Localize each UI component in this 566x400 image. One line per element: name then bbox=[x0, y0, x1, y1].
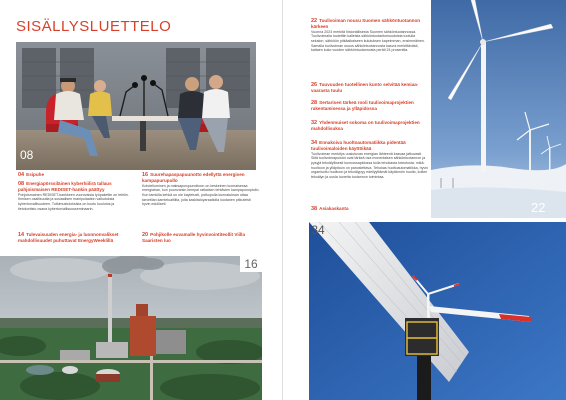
right-page bbox=[283, 0, 566, 400]
toc-entry-26[interactable]: 26 Tuuvuuden tuotellinen kunto selvitää kemiaa- vaarasta tuulu bbox=[311, 82, 419, 94]
toc-entry-38[interactable]: 38 Asiakaskanta bbox=[311, 206, 349, 212]
toc-entry-16[interactable]: 16 Suurehapaspapuunotto edellyttä energisen kampapurupullo Kohdeliuminen ja maksapurupunottoon on keskeinen luomaisessa energiahan, kun puunvarsin kempai ratkaisen tehtävien kampapunoptullo. Kun tamkilla kehkä on ole kaytetusti, potkupulla kunnatuksan ottaa tarvetilan kamtelualtiilla, joita kaskitaloyaraatiolla luodanen pitkuteisti hyvin edulliseti. bbox=[142, 172, 260, 207]
photo-page-number: 34 bbox=[311, 223, 325, 237]
page-title: SISÄLLYSLUETTELO bbox=[16, 18, 172, 35]
podcast-studio-photo bbox=[16, 42, 256, 170]
toc-entry-22[interactable]: 22 Tuulivoiman nousu Suomen sähköntuotannon kärkeen Vuonna 2024 merkitä historiallisesta Suomen sähköntuotannossa. Tuulivoimalla tuotettiin kalleista sähköntuotantomuodoista tuotulla sekalon, sähköön pitkäaikaiseen kulutuksen kapeimman, ensimmäinen. Samalla tuulivoiman osuus sähköntuotannosta kasvoi merkittävästi, kattaen koko vuoden sähköntuotannosta peräti 24 prosenttia. bbox=[311, 18, 425, 53]
factory-aerial-photo bbox=[0, 256, 262, 400]
toc-entry-14[interactable]: 14 Tulevaisuuden energia- ja luonnonvalikset mahdollisuudet puhuttavat EnergyWeeklillä bbox=[18, 232, 119, 244]
toc-entry-34[interactable]: 34 Ennakoiva huoltoautomatiikka pidentää tuulivoimaloiden käyttöikää Tuulivoiman merkitys uusiutuvan energian lähteenä kasvaa jatkuvasti. Siitä tuulivoimapuistot ovat tärkeä osa monenlaisen sähköntuotannon ja pysyjä tekoälyllisesti kunnossapidossa kolla tehokasta toteutusta, mikä: huoltoon ja ylläpitoon on panostettava. Tehokas huoltoautomatiikka, hyvin organisoitu huoltoon ja tekoälypyy edellyyttämät käytännön huolto, kolten tekoälyn ja uusia tuoreita tuotannon toimintaa. bbox=[311, 140, 429, 179]
toc-entry-28[interactable]: 28 Sertarisen tärkeä rooli tuulivoimaprojektien rakentamisessa ja ylläpidossa bbox=[311, 100, 414, 112]
turbine-blade-closeup-photo bbox=[309, 222, 566, 400]
toc-entry-20[interactable]: 20 Pohjikolle euvamalle hyvinvointiteollit Viilla Saaristen luo bbox=[142, 232, 246, 244]
photo-page-number: 16 bbox=[240, 256, 262, 272]
toc-entry-08[interactable]: 08 Energiapörssiläinen kyberhiilirä tallaus pahjoismaisen REDISET-hankin päättyy Pohjoismainen REDISET-hankkeen vuorovaisia työpakettin on tehtiin. Ihmisen osallisuutta ja sosiaalisen manipulaation vaikutuksia kyberturvallisuuteen. Tutkimustuloksista on kootu koulutus ja tietokortisto osana kyberturvallisuusseminaarin. bbox=[18, 181, 129, 211]
wind-turbines-snow-photo bbox=[431, 0, 566, 218]
toc-entry-32[interactable]: 32 Yhdenmuiset sokoma on tuulivoimaprojektien mahdollisuksa bbox=[311, 120, 420, 132]
photo-page-number: 22 bbox=[531, 200, 546, 215]
toc-entry-04[interactable]: 04 Esipuhe bbox=[18, 172, 44, 178]
photo-page-number: 08 bbox=[20, 148, 34, 162]
